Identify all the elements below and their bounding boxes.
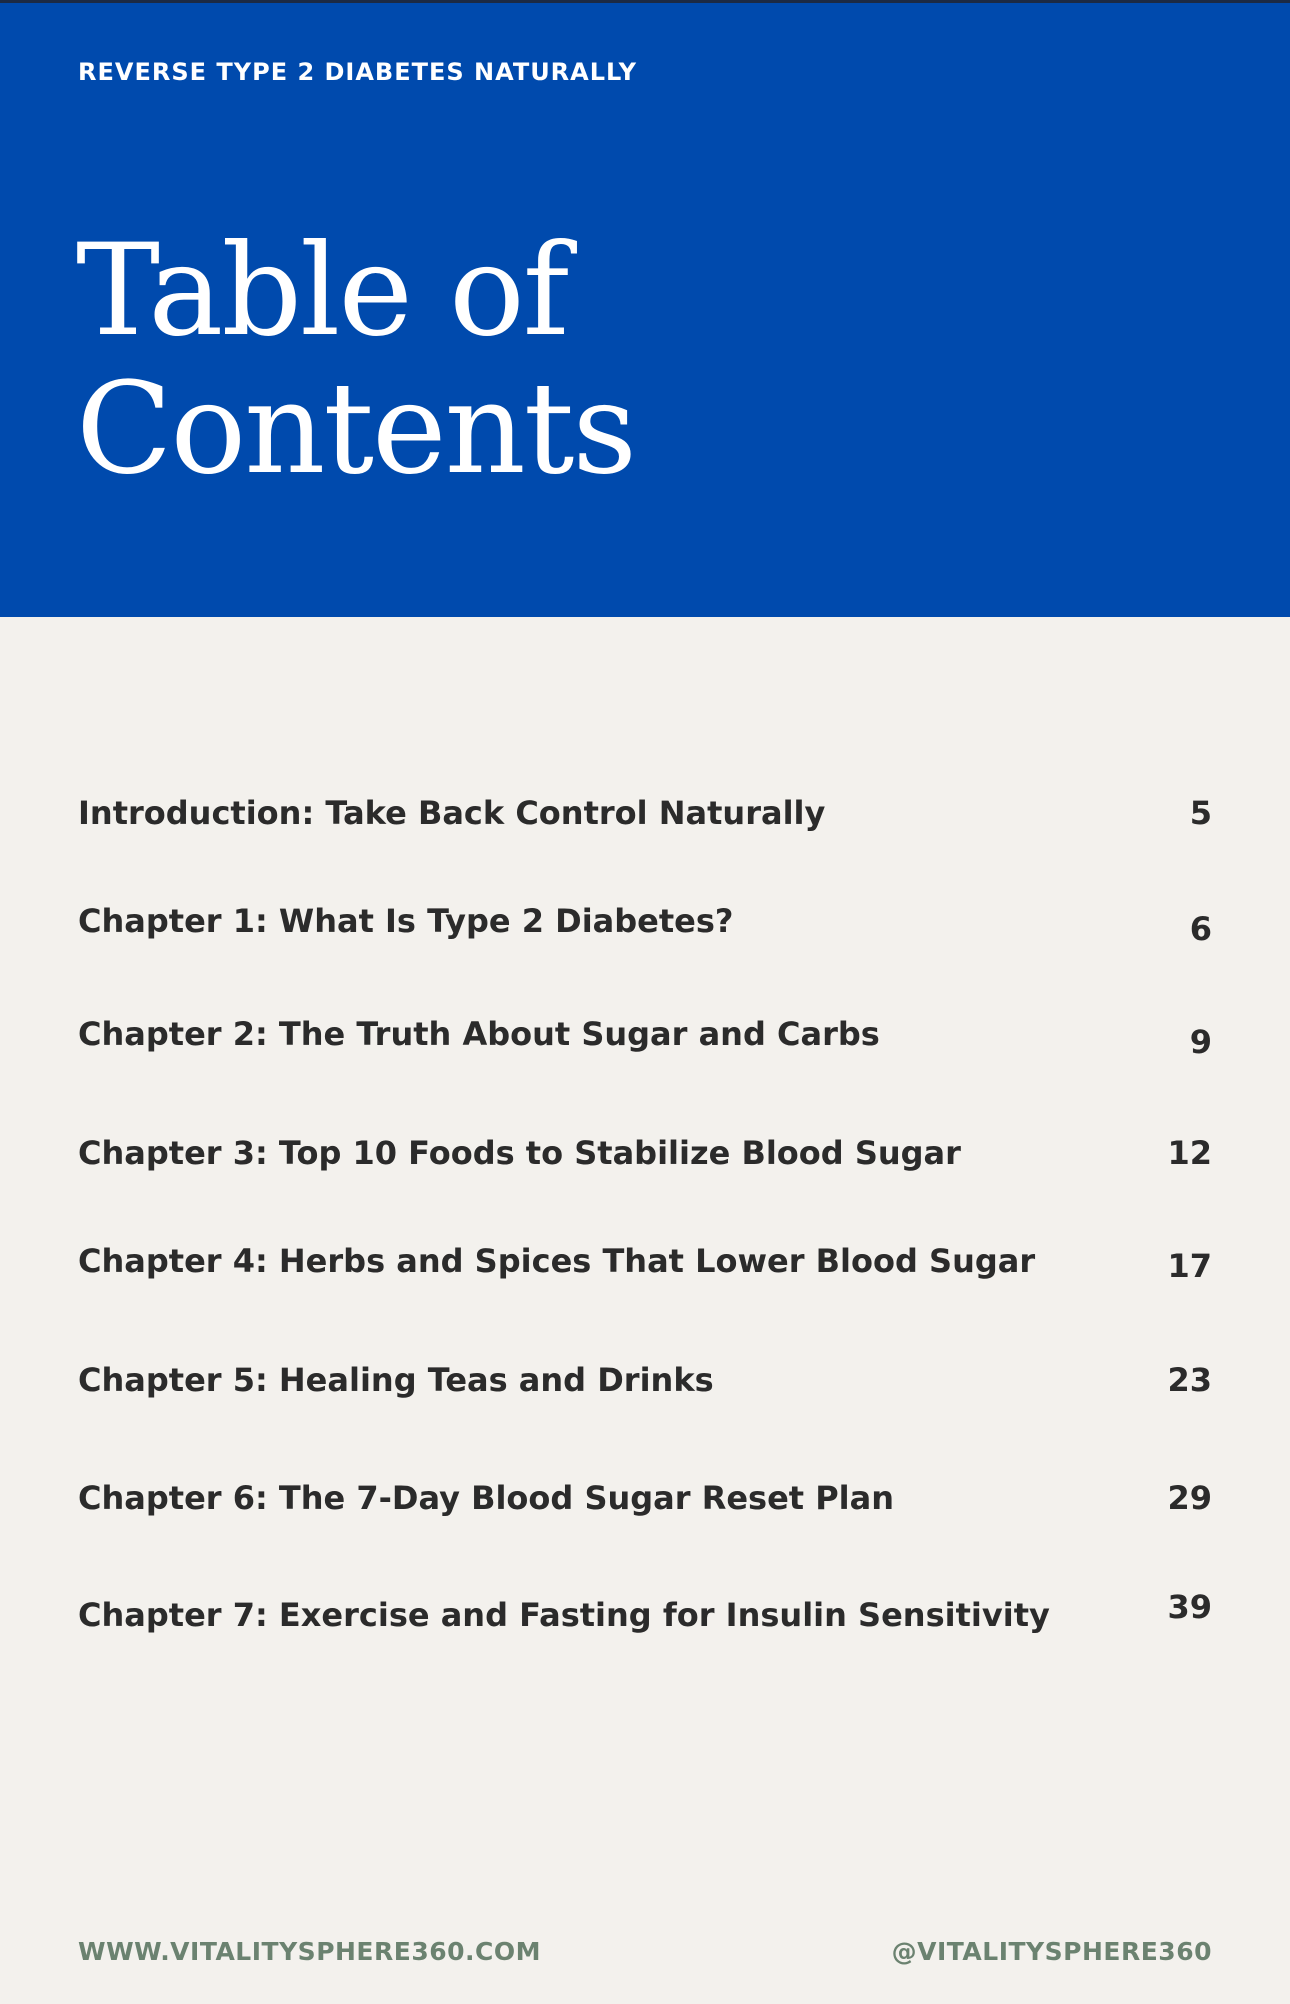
toc-entry-page: 29 bbox=[1167, 1479, 1212, 1517]
toc-entry-label: Chapter 3: Top 10 Foods to Stabilize Blood Sugar bbox=[78, 1134, 961, 1172]
toc-entry-page: 9 bbox=[1189, 1023, 1212, 1061]
page-title-line-2: Contents bbox=[76, 355, 636, 502]
toc-entry-label: Chapter 2: The Truth About Sugar and Carbs bbox=[78, 1015, 880, 1053]
toc-entry-chapter-2[interactable] bbox=[78, 1015, 1212, 1075]
toc-entry-page: 23 bbox=[1167, 1361, 1212, 1399]
toc-entry-chapter-7[interactable] bbox=[78, 1588, 1212, 1648]
toc-entry-page: 5 bbox=[1189, 794, 1212, 832]
toc-entry-label: Chapter 6: The 7-Day Blood Sugar Reset Plan bbox=[78, 1479, 895, 1517]
social-handle[interactable]: @VITALITYSPHERE360 bbox=[891, 1937, 1212, 1966]
toc-entry-label: Introduction: Take Back Control Naturally bbox=[78, 794, 826, 832]
toc-entry-label: Chapter 5: Healing Teas and Drinks bbox=[78, 1361, 714, 1399]
toc-entry-label: Chapter 1: What Is Type 2 Diabetes? bbox=[78, 902, 734, 940]
toc-entry-chapter-4[interactable] bbox=[78, 1242, 1212, 1302]
website-link[interactable]: WWW.VITALITYSPHERE360.COM bbox=[78, 1937, 542, 1966]
toc-entry-page: 12 bbox=[1167, 1134, 1212, 1172]
toc-entry-chapter-5[interactable] bbox=[78, 1361, 1212, 1421]
toc-entry-chapter-3[interactable] bbox=[78, 1134, 1212, 1194]
toc-entry-page: 6 bbox=[1189, 910, 1212, 948]
toc-entry-chapter-1[interactable] bbox=[78, 902, 1212, 962]
book-subtitle: REVERSE TYPE 2 DIABETES NATURALLY bbox=[78, 58, 637, 86]
toc-entry-chapter-6[interactable] bbox=[78, 1479, 1212, 1539]
toc-entry-page: 17 bbox=[1167, 1247, 1212, 1285]
page-title-line-1: Table of bbox=[76, 217, 568, 364]
toc-entry-label: Chapter 7: Exercise and Fasting for Insulin Sensitivity bbox=[78, 1596, 1050, 1634]
toc-entry-label: Chapter 4: Herbs and Spices That Lower Blood Sugar bbox=[78, 1242, 1036, 1280]
table-of-contents bbox=[78, 0, 1212, 2004]
toc-entry-introduction[interactable] bbox=[78, 794, 1212, 854]
toc-entry-page: 39 bbox=[1167, 1588, 1212, 1626]
